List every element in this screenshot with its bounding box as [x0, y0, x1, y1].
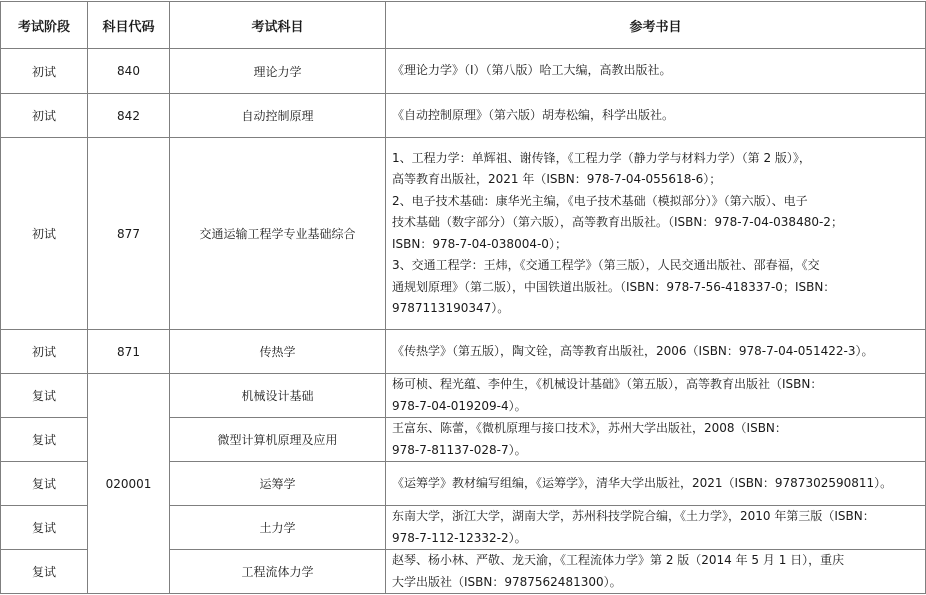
- reference-book-table: [0, 1, 926, 594]
- stage-cell: 初试: [1, 94, 88, 138]
- subject-cell: 微型计算机原理及应用: [170, 418, 386, 462]
- subject-cell: 工程流体力学: [170, 550, 386, 594]
- table-row: [1, 374, 926, 418]
- book-line: ISBN：978-7-04-038004-0）；: [392, 236, 567, 251]
- stage-cell: 复试: [1, 418, 88, 462]
- books-cell: [386, 374, 926, 418]
- book-line: 王富东、陈蕾，《微机原理与接口技术》，苏州大学出版社，2008（ISBN：: [392, 421, 787, 435]
- book-line: 978-7-04-019209-4）。: [392, 398, 527, 413]
- stage-cell: 复试: [1, 506, 88, 550]
- book-line: 技术基础（数字部分）（第六版），高等教育出版社。（ISBN：978-7-04-038480-2；: [392, 215, 843, 229]
- book-line: 大学出版社（ISBN：9787562481300）。: [392, 574, 622, 589]
- table-row: [1, 138, 926, 330]
- book-line: 东南大学，浙江大学，湖南大学，苏州科技学院合编，《土力学》，2010 年第三版（ISBN：: [392, 509, 875, 523]
- stage-cell: 复试: [1, 462, 88, 506]
- header-row: [1, 2, 926, 49]
- header-code: 科目代码: [88, 2, 170, 49]
- books-cell: [386, 550, 926, 594]
- book-line: 通规划原理》（第二版），中国铁道出版社。（ISBN：978-7-56-418337-0；ISBN：: [392, 279, 836, 294]
- subject-cell: 土力学: [170, 506, 386, 550]
- table-row: [1, 330, 926, 374]
- subject-cell: 机械设计基础: [170, 374, 386, 418]
- code-cell: 871: [88, 330, 170, 374]
- subject-cell: 交通运输工程学专业基础综合: [170, 138, 386, 330]
- table-row: [1, 49, 926, 94]
- book-line: 《运筹学》教材编写组编，《运筹学》，清华大学出版社，2021（ISBN：9787302590811）。: [392, 475, 893, 490]
- books-cell: [386, 418, 926, 462]
- books-cell: [386, 94, 926, 138]
- books-cell: [386, 138, 926, 330]
- table-row: [1, 94, 926, 138]
- book-line: 1、工程力学：单辉祖、谢传锋，《工程力学（静力学与材料力学）（第 2 版）》，: [392, 150, 811, 165]
- code-cell: 840: [88, 49, 170, 94]
- book-line: 高等教育出版社，2021 年（ISBN：978-7-04-055618-6）；: [392, 172, 722, 186]
- book-line: 2、电子技术基础：康华光主编，《电子技术基础（模拟部分）》（第六版）、电子: [392, 193, 808, 208]
- code-cell: 842: [88, 94, 170, 138]
- stage-cell: 初试: [1, 138, 88, 330]
- stage-cell: 初试: [1, 330, 88, 374]
- book-line: 赵琴、杨小林、严敬、龙天渝，《工程流体力学》第 2 版（2014 年 5 月 1 日），重庆: [392, 553, 845, 567]
- book-line: 《传热学》（第五版），陶文铨，高等教育出版社，2006（ISBN：978-7-04-051422-3）。: [392, 343, 874, 358]
- book-line: 978-7-81137-028-7）。: [392, 442, 527, 457]
- book-line: 3、交通工程学：王炜，《交通工程学》（第三版），人民交通出版社、邵春福，《交: [392, 258, 820, 272]
- header-subject: 考试科目: [170, 2, 386, 49]
- subject-cell: 理论力学: [170, 49, 386, 94]
- books-cell: [386, 49, 926, 94]
- header-stage: 考试阶段: [1, 2, 88, 49]
- book-line: 《理论力学》（I）（第八版）哈工大编，高教出版社。: [392, 63, 672, 78]
- code-cell: 020001: [88, 374, 170, 594]
- stage-cell: 复试: [1, 374, 88, 418]
- subject-cell: 自动控制原理: [170, 94, 386, 138]
- stage-cell: 初试: [1, 49, 88, 94]
- books-cell: [386, 462, 926, 506]
- books-cell: [386, 506, 926, 550]
- books-cell: [386, 330, 926, 374]
- book-line: 杨可桢、程光蕴、李仲生，《机械设计基础》（第五版），高等教育出版社（ISBN：: [392, 377, 823, 391]
- book-line: 《自动控制原理》（第六版）胡寿松编，科学出版社。: [392, 107, 675, 122]
- subject-cell: 传热学: [170, 330, 386, 374]
- header-books: 参考书目: [386, 2, 926, 49]
- code-cell: 877: [88, 138, 170, 330]
- subject-cell: 运筹学: [170, 462, 386, 506]
- book-line: 9787113190347）。: [392, 301, 510, 315]
- book-line: 978-7-112-12332-2）。: [392, 530, 527, 545]
- stage-cell: 复试: [1, 550, 88, 594]
